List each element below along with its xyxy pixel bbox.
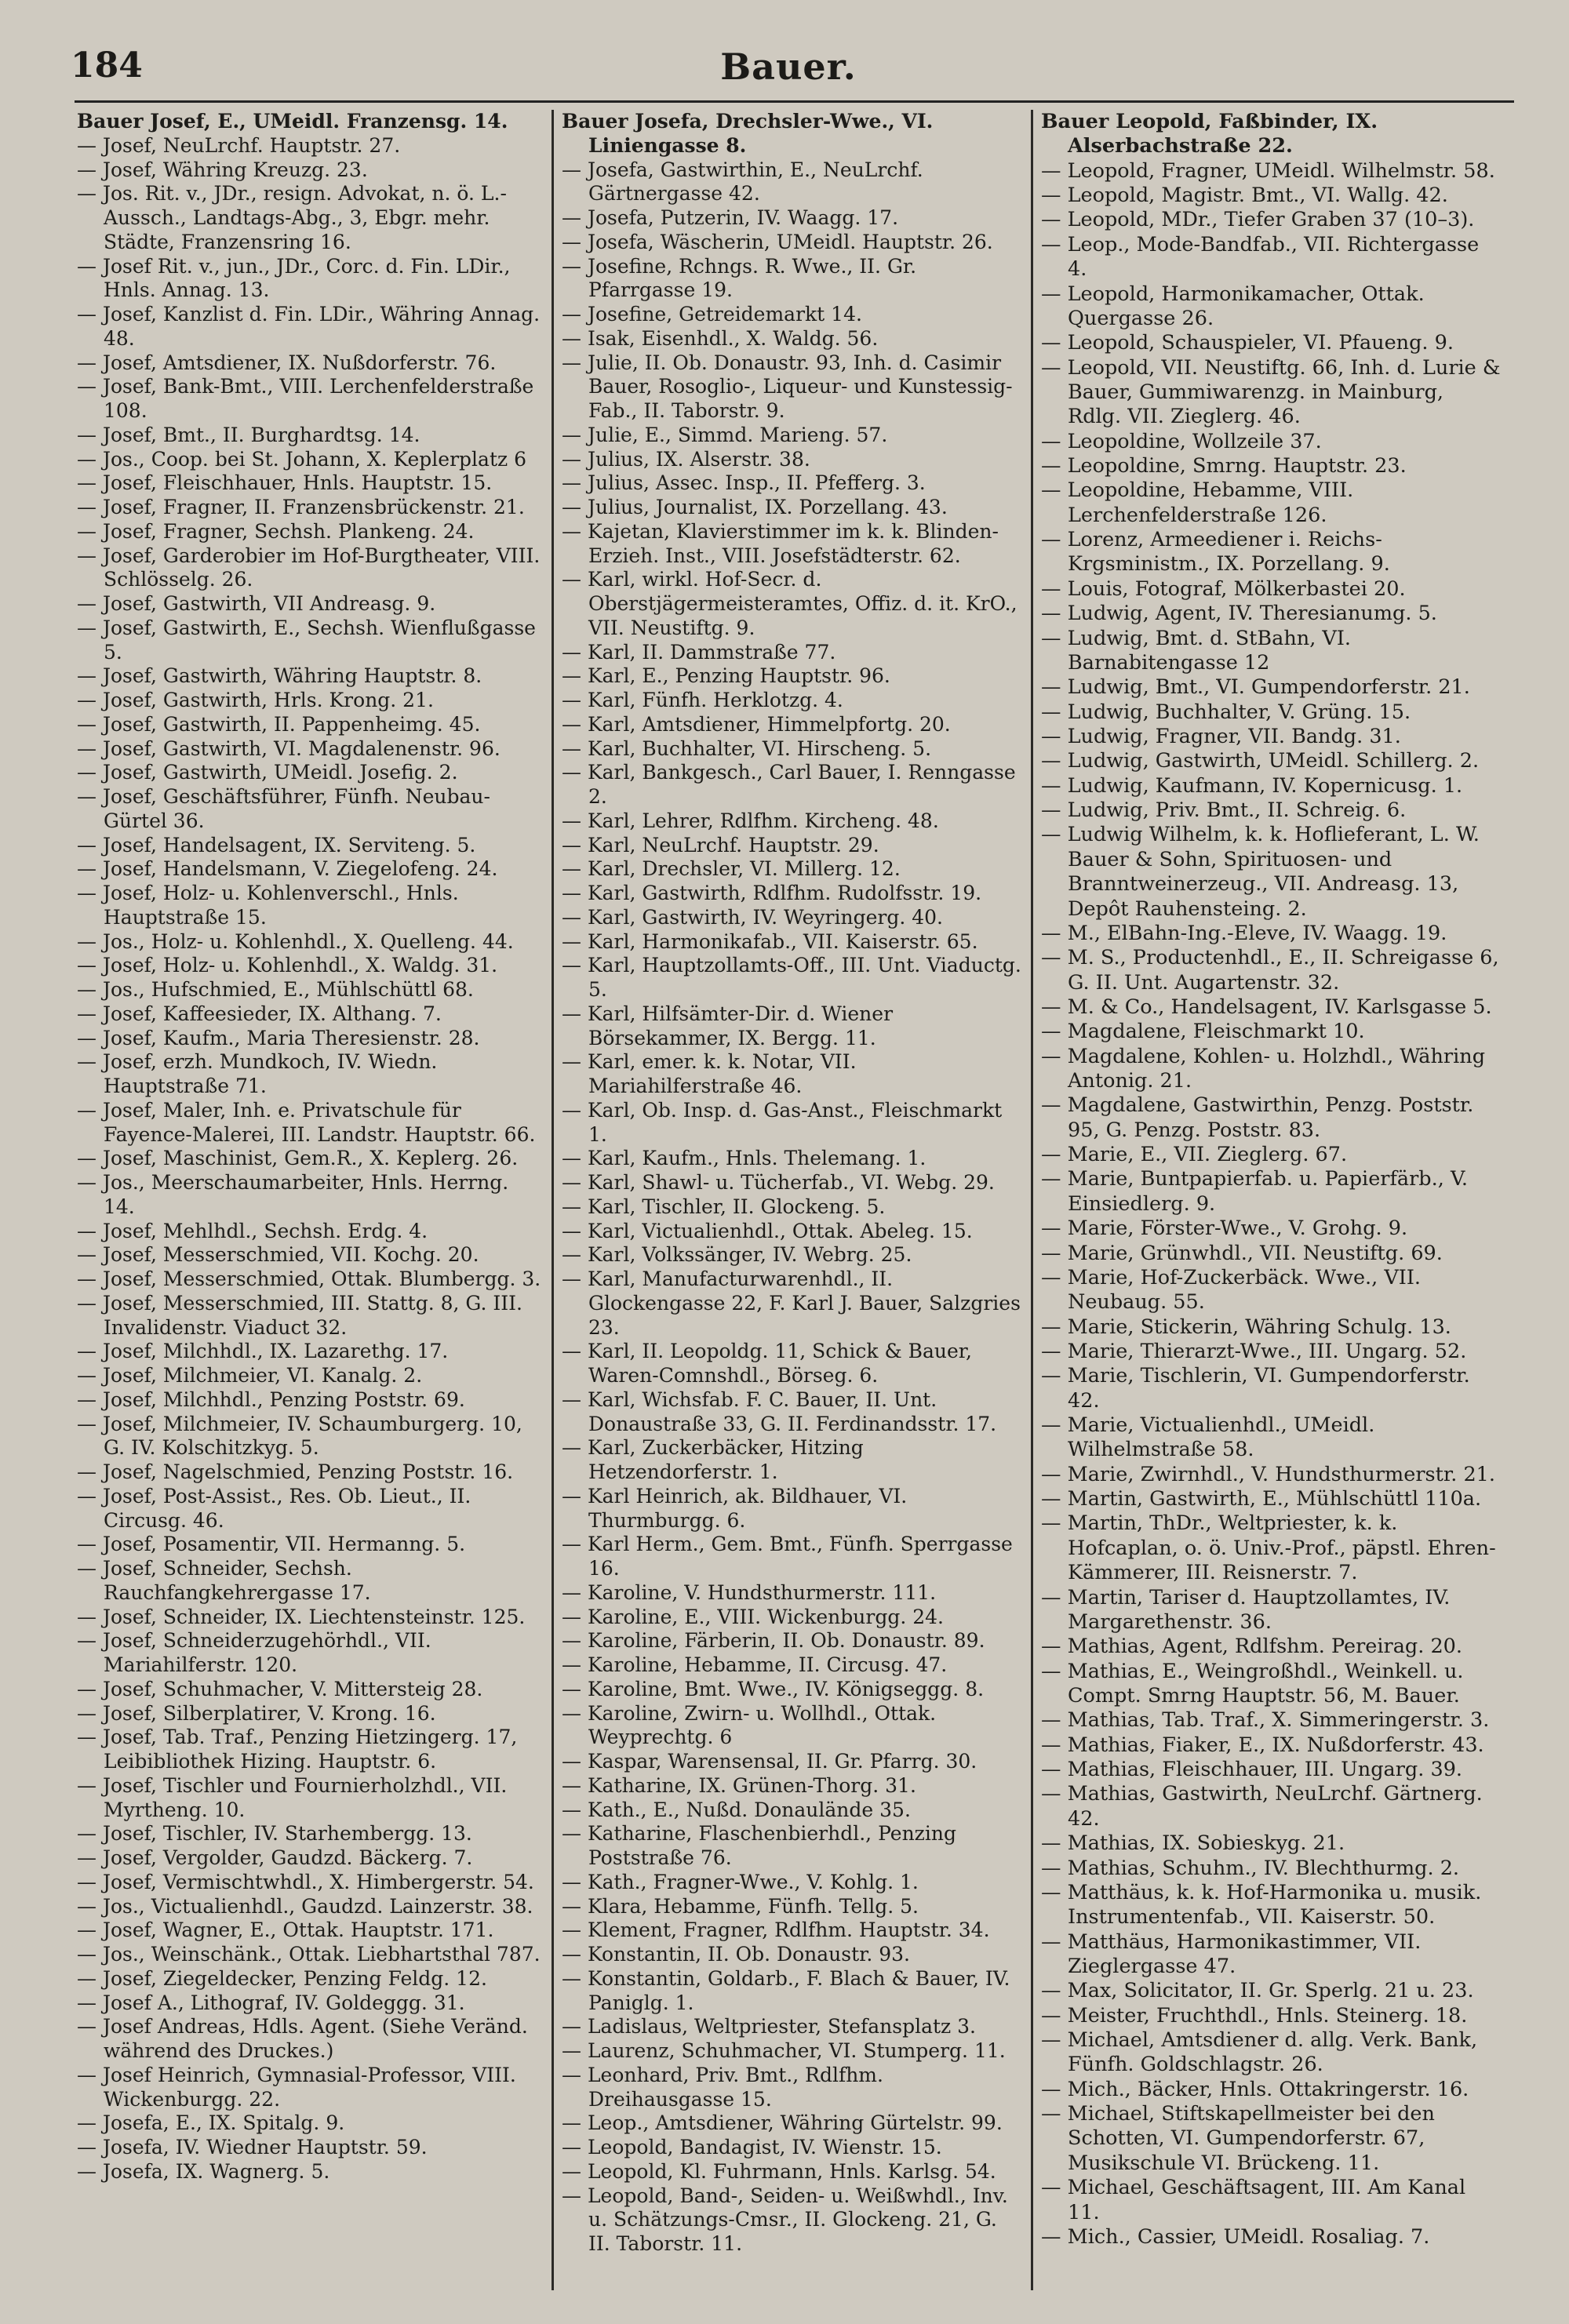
- directory-entry: — Laurenz, Schuhmacher, VI. Stumperg. 11.: [562, 2039, 1006, 2062]
- directory-entry: — Karl, Bankgesch., Carl Bauer, I. Renngasse 2.: [562, 761, 1016, 808]
- directory-entry: — Ludwig, Kaufmann, IV. Kopernicusg. 1.: [1041, 773, 1463, 798]
- directory-entry: — Josef, Bank-Bmt., VIII. Lerchenfelderstraße 108.: [77, 375, 534, 422]
- directory-entry: — Martin, Gastwirth, E., Mühlschüttl 110a.: [1041, 1487, 1482, 1511]
- directory-entry: — Karl, Amtsdiener, Himmelpfortg. 20.: [562, 712, 951, 736]
- directory-entry: — Mathias, Schuhm., IV. Blechthurmg. 2.: [1041, 1856, 1460, 1880]
- directory-entry: — M., ElBahn-Ing.-Eleve, IV. Waagg. 19.: [1041, 921, 1447, 945]
- directory-entry: — Josef, Fragner, II. Franzensbrückenstr. 21.: [77, 496, 525, 518]
- directory-entry: — Josef, Gastwirth, UMeidl. Josefig. 2.: [77, 761, 458, 784]
- header-rule: [75, 100, 1514, 103]
- column-2: [552, 110, 1031, 2290]
- directory-entry: — Josef, Posamentir, VII. Hermanng. 5.: [77, 1533, 466, 1556]
- directory-entry: — Ladislaus, Weltpriester, Stefansplatz 3.: [562, 2015, 976, 2039]
- directory-entry: — Leopold, Bandagist, IV. Wienstr. 15.: [562, 2136, 942, 2159]
- directory-entry: — Jos., Holz- u. Kohlenhdl., X. Quelleng. 44.: [77, 929, 514, 953]
- directory-entry: — Karl, Kaufm., Hnls. Thelemang. 1.: [562, 1147, 926, 1170]
- directory-entry: — Ludwig Wilhelm, k. k. Hoflieferant, L. W. Bauer & Sohn, Spirituosen- und Branntweinerzeug., VII. Andreasg. 13, Depôt Rauhensteing. 2.: [1041, 823, 1480, 921]
- directory-entry: — Mathias, Fleischhauer, III. Ungarg. 39.: [1041, 1758, 1463, 1782]
- directory-entry: — Karoline, Bmt. Wwe., IV. Königseggg. 8.: [562, 1677, 985, 1700]
- directory-entry: — Jos., Victualienhdl., Gaudzd. Lainzerstr. 38.: [77, 1894, 533, 1918]
- directory-entry: — Josef Rit. v., jun., JDr., Corc. d. Fin. LDir., Hnls. Annag. 13.: [77, 254, 511, 302]
- directory-entry: — Karl, II. Leopoldg. 11, Schick & Bauer, Waren-Comnshdl., Börseg. 6.: [562, 1340, 972, 1387]
- directory-entry: — Josef, Fragner, Sechsh. Plankeng. 24.: [77, 519, 475, 543]
- directory-entry: — Josef, Gastwirth, Hrls. Krong. 21.: [77, 689, 434, 711]
- directory-entry: — Karl, Tischler, II. Glockeng. 5.: [562, 1195, 886, 1218]
- directory-entry: — Meister, Fruchthdl., Hnls. Steinerg. 18.: [1041, 2003, 1468, 2028]
- directory-entry: — Mathias, Fiaker, E., IX. Nußdorferstr. 43.: [1041, 1733, 1484, 1757]
- column-3: [1031, 110, 1510, 2290]
- directory-entry: — Marie, Grünwhdl., VII. Neustiftg. 69.: [1041, 1241, 1443, 1265]
- directory-entry: — Josef, Vermischtwhdl., X. Himbergerstr. 54.: [77, 1870, 534, 1893]
- directory-entry: — Josef, Messerschmied, VII. Kochg. 20.: [77, 1243, 479, 1267]
- directory-entry: — Ludwig, Agent, IV. Theresianumg. 5.: [1041, 602, 1437, 626]
- directory-entry: — Karl, Fünfh. Herklotzg. 4.: [562, 689, 843, 711]
- directory-entry: — Josef, Silberplatirer, V. Krong. 16.: [77, 1701, 436, 1725]
- directory-entry: — Josef, Nagelschmied, Penzing Poststr. 16.: [77, 1460, 514, 1483]
- directory-entry: — Michael, Stiftskapellmeister bei den Schotten, VI. Gumpendorferstr. 67, Musikschule VI. Brückeng. 11.: [1041, 2102, 1435, 2175]
- directory-entry: — Leonhard, Priv. Bmt., Rdlfhm. Dreihausgasse 15.: [562, 2063, 883, 2111]
- directory-entry: — Josefa, Gastwirthin, E., NeuLrchf. Gärtnergasse 42.: [562, 158, 923, 205]
- page-header: [71, 45, 1506, 108]
- directory-entry: — Josef, Milchhdl., Penzing Poststr. 69.: [77, 1387, 465, 1411]
- directory-entry: — Leop., Mode-Bandfab., VII. Richtergasse 4.: [1041, 232, 1480, 282]
- directory-entry: — Jos., Weinschänk., Ottak. Liebhartsthal 787.: [77, 1943, 541, 1966]
- directory-entry: — Matthäus, k. k. Hof-Harmonika u. musik. Instrumentenfab., VII. Kaiserstr. 50.: [1041, 1880, 1482, 1929]
- directory-entry: — Josefa, Wäscherin, UMeidl. Hauptstr. 26.: [562, 230, 993, 253]
- directory-entry: — Josef, Handelsmann, V. Ziegelofeng. 24.: [77, 857, 498, 881]
- directory-entry: — Ludwig, Bmt., VI. Gumpendorferstr. 21.: [1041, 675, 1470, 700]
- directory-entry: — Josefine, Rchngs. R. Wwe., II. Gr. Pfarrgasse 19.: [562, 254, 917, 302]
- directory-entry: — Ludwig, Bmt. d. StBahn, VI. Barnabitengasse 12: [1041, 626, 1352, 675]
- directory-entry: — Josefa, E., IX. Spitalg. 9.: [77, 2111, 345, 2135]
- directory-entry: — Karl Herm., Gem. Bmt., Fünfh. Sperrgasse 16.: [562, 1533, 1013, 1580]
- directory-entry: — Marie, Victualienhdl., UMeidl. Wilhelmstraße 58.: [1041, 1413, 1375, 1462]
- directory-entry: — Josef, Wagner, E., Ottak. Hauptstr. 171.: [77, 1918, 494, 1942]
- directory-entry: — Mich., Bäcker, Hnls. Ottakringerstr. 16.: [1041, 2077, 1469, 2101]
- directory-entry: — Karl, II. Dammstraße 77.: [562, 640, 836, 664]
- directory-entry: — Josef, Amtsdiener, IX. Nußdorferstr. 76.: [77, 351, 497, 374]
- directory-entry: — Matthäus, Harmonikastimmer, VII. Zieglergasse 47.: [1041, 1929, 1422, 1978]
- directory-entry: — Karl, Wichsfab. F. C. Bauer, II. Unt. Donaustraße 33, G. II. Ferdinandsstr. 17.: [562, 1387, 997, 1435]
- directory-entry: — Karoline, Hebamme, II. Circusg. 47.: [562, 1653, 948, 1676]
- directory-entry: — Josef, Kaffeesieder, IX. Althang. 7.: [77, 1002, 442, 1025]
- directory-entry: — Karoline, E., VIII. Wickenburgg. 24.: [562, 1605, 944, 1628]
- directory-entry: — Klara, Hebamme, Fünfh. Tellg. 5.: [562, 1894, 919, 1918]
- directory-entry: — Leopoldine, Wollzeile 37.: [1041, 429, 1322, 453]
- directory-entry: — Mathias, E., Weingroßhdl., Weinkell. u. Compt. Smrng Hauptstr. 56, M. Bauer.: [1041, 1659, 1464, 1708]
- directory-entry: — Lorenz, Armeediener i. Reichs-Krgsministm., IX. Porzellang. 9.: [1041, 528, 1390, 576]
- directory-entry: — Karl Heinrich, ak. Bildhauer, VI. Thurmburgg. 6.: [562, 1484, 908, 1532]
- directory-entry: — Ludwig, Buchhalter, V. Grüng. 15.: [1041, 700, 1411, 724]
- directory-entry: — Josef, Bmt., II. Burghardtsg. 14.: [77, 423, 420, 446]
- directory-entry: — Josef, Tab. Traf., Penzing Hietzingerg. 17, Leibibliothek Hizing. Hauptstr. 6.: [77, 1726, 518, 1773]
- directory-entry: — Mich., Cassier, UMeidl. Rosaliag. 7.: [1041, 2224, 1430, 2249]
- directory-entry: Bauer Josef, E., UMeidl. Franzensg. 14.: [77, 110, 508, 133]
- directory-entry: — Josef, Handelsagent, IX. Serviteng. 5.: [77, 833, 476, 856]
- directory-entry: — Karoline, Zwirn- u. Wollhdl., Ottak. Weyprechtg. 6: [562, 1701, 937, 1749]
- directory-entry: — Louis, Fotograf, Mölkerbastei 20.: [1041, 576, 1406, 601]
- directory-entry: — Jos., Coop. bei St. Johann, X. Keplerplatz 6: [77, 447, 527, 471]
- directory-entry: — Konstantin, II. Ob. Donaustr. 93.: [562, 1943, 910, 1966]
- directory-entry: — Josef A., Lithograf, IV. Goldeggg. 31.: [77, 1991, 465, 2014]
- directory-entry: — Karl, Volkssänger, IV. Webrg. 25.: [562, 1243, 912, 1267]
- directory-entry: — Jos., Meerschaumarbeiter, Hnls. Herrng. 14.: [77, 1171, 509, 1218]
- directory-entry: — Julie, E., Simmd. Marieng. 57.: [562, 423, 888, 446]
- directory-entry: — Josef Heinrich, Gymnasial-Professor, VIII. Wickenburgg. 22.: [77, 2063, 516, 2111]
- directory-entry: — Kaspar, Warensensal, II. Gr. Pfarrg. 30.: [562, 1750, 977, 1773]
- directory-entry: — Josef, Schneider, Sechsh. Rauchfangkehrergasse 17.: [77, 1557, 371, 1604]
- directory-entry: — Leopoldine, Hebamme, VIII. Lerchenfelderstraße 126.: [1041, 478, 1354, 527]
- directory-entry: — Marie, Hof-Zuckerbäck. Wwe., VII. Neubaug. 55.: [1041, 1265, 1422, 1315]
- directory-entry: — Marie, Zwirnhdl., V. Hundsthurmerstr. 21.: [1041, 1462, 1495, 1486]
- page-title: Bauer.: [720, 45, 857, 88]
- directory-entry: — Martin, ThDr., Weltpriester, k. k. Hofcaplan, o. ö. Univ.-Prof., päpstl. Ehren-Kämmerer, III. Reisnerstr. 7.: [1041, 1511, 1496, 1585]
- directory-entry: — Karl, Zuckerbäcker, Hitzing Hetzendorferstr. 1.: [562, 1436, 864, 1483]
- directory-entry: — Mathias, IX. Sobieskyg. 21.: [1041, 1831, 1345, 1856]
- page-number: 184: [71, 45, 143, 85]
- directory-entry: — Josefa, IX. Wagnerg. 5.: [77, 2159, 330, 2183]
- directory-entry: — Josef, Messerschmied, Ottak. Blumbergg. 3.: [77, 1267, 541, 1290]
- directory-entry: — Josef, Kanzlist d. Fin. LDir., Währing Annag. 48.: [77, 303, 541, 350]
- directory-entry: — Mathias, Tab. Traf., X. Simmeringerstr. 3.: [1041, 1708, 1490, 1733]
- directory-entry: — Ludwig, Gastwirth, UMeidl. Schillerg. 2.: [1041, 749, 1480, 773]
- directory-entry: — Karl, Hilfsämter-Dir. d. Wiener Börsekammer, IX. Bergg. 11.: [562, 1002, 894, 1049]
- directory-entry: — Karoline, V. Hundsthurmerstr. 111.: [562, 1580, 937, 1604]
- directory-entry: — Karl, Gastwirth, IV. Weyringerg. 40.: [562, 905, 943, 929]
- directory-entry: — M. S., Productenhdl., E., II. Schreigasse 6, G. II. Unt. Augartenstr. 32.: [1041, 946, 1499, 995]
- directory-entry: — Josef, Gastwirth, II. Pappenheimg. 45.: [77, 712, 481, 736]
- directory-entry: — Konstantin, Goldarb., F. Blach & Bauer, IV. Paniglg. 1.: [562, 1966, 1010, 2014]
- directory-entry: — Josefine, Getreidemarkt 14.: [562, 303, 862, 326]
- directory-entry: — Ludwig, Priv. Bmt., II. Schreig. 6.: [1041, 798, 1407, 823]
- directory-entry: — Klement, Fragner, Rdlfhm. Hauptstr. 34.: [562, 1918, 990, 1942]
- directory-entry: — Mathias, Agent, Rdlfshm. Pereirag. 20.: [1041, 1635, 1462, 1659]
- directory-entry: — Josef, Ziegeldecker, Penzing Feldg. 12.: [77, 1966, 487, 1990]
- directory-entry: — Julius, IX. Alserstr. 38.: [562, 447, 810, 471]
- directory-entry: — Josef, Milchhdl., IX. Lazarethg. 17.: [77, 1340, 449, 1363]
- directory-entry: — Josef, Geschäftsführer, Fünfh. Neubau-Gürtel 36.: [77, 785, 490, 832]
- directory-entry: — M. & Co., Handelsagent, IV. Karlsgasse 5.: [1041, 995, 1492, 1019]
- directory-entry: Bauer Josefa, Drechsler-Wwe., VI. Liniengasse 8.: [562, 110, 934, 157]
- directory-entry: — Karl, Manufacturwarenhdl., II. Glockengasse 22, F. Karl J. Bauer, Salzgries 23.: [562, 1267, 1021, 1339]
- directory-entry: — Karl, wirkl. Hof-Secr. d. Oberstjägermeisteramtes, Offiz. d. it. KrO., VII. Neustiftg. 9.: [562, 568, 1017, 639]
- directory-entry: — Josef, Schneider, IX. Liechtensteinstr. 125.: [77, 1605, 526, 1628]
- directory-entry: — Jos., Hufschmied, E., Mühlschüttl 68.: [77, 978, 474, 1001]
- directory-entry: — Kath., E., Nußd. Donaulände 35.: [562, 1798, 911, 1821]
- directory-entry: — Josef, Holz- u. Kohlenverschl., Hnls. Hauptstraße 15.: [77, 882, 459, 929]
- directory-entry: — Josef, Gastwirth, VII Andreasg. 9.: [77, 592, 436, 615]
- directory-entry: — Leopold, Fragner, UMeidl. Wilhelmstr. 58.: [1041, 158, 1495, 183]
- directory-entry: — Jos. Rit. v., JDr., resign. Advokat, n. ö. L.-Aussch., Landtags-Abg., 3, Ebgr. mehr. Städte, Franzensring 16.: [77, 182, 507, 253]
- directory-entry: — Josef, Garderobier im Hof-Burgtheater, VIII. Schlösselg. 26.: [77, 544, 541, 591]
- directory-entry: — Karl, Lehrer, Rdlfhm. Kircheng. 48.: [562, 809, 939, 832]
- directory-entry: — Leopold, Kl. Fuhrmann, Hnls. Karlsg. 54.: [562, 2159, 996, 2183]
- directory-entry: — Kajetan, Klavierstimmer im k. k. Blinden-Erzieh. Inst., VIII. Josefstädterstr. 62.: [562, 519, 999, 567]
- directory-entry: — Mathias, Gastwirth, NeuLrchf. Gärtnerg. 42.: [1041, 1782, 1483, 1831]
- directory-entry: — Michael, Geschäftsagent, III. Am Kanal 11.: [1041, 2176, 1466, 2224]
- directory-entry: — Josef, Milchmeier, VI. Kanalg. 2.: [77, 1364, 423, 1387]
- directory-entry: — Karl, E., Penzing Hauptstr. 96.: [562, 664, 890, 688]
- directory-entry: — Karl, Shawl- u. Tücherfab., VI. Webg. 29.: [562, 1171, 995, 1194]
- directory-entry: — Leopold, MDr., Tiefer Graben 37 (10–3).: [1041, 208, 1475, 232]
- directory-entry: — Karl, Gastwirth, Rdlfhm. Rudolfsstr. 19.: [562, 882, 982, 904]
- directory-entry: — Marie, Stickerin, Währing Schulg. 13.: [1041, 1315, 1451, 1339]
- directory-entry: — Leopold, VII. Neustiftg. 66, Inh. d. Lurie & Bauer, Gummiwarenzg. in Mainburg, Rdlg. VII. Zieglerg. 46.: [1041, 355, 1501, 429]
- directory-entry: — Magdalene, Fleischmarkt 10.: [1041, 1020, 1365, 1044]
- directory-entry: — Josef, Milchmeier, IV. Schaumburgerg. 10, G. IV. Kolschitzkyg. 5.: [77, 1412, 522, 1460]
- directory-entry: — Marie, Buntpapierfab. u. Papierfärb., V. Einsiedlerg. 9.: [1041, 1167, 1469, 1216]
- directory-entry: — Julius, Assec. Insp., II. Pfefferg. 3.: [562, 471, 926, 495]
- directory-entry: — Karl, Harmonikafab., VII. Kaiserstr. 65.: [562, 929, 978, 953]
- directory-entry: — Marie, Tischlerin, VI. Gumpendorferstr. 42.: [1041, 1364, 1470, 1413]
- directory-entry: — Josef, Messerschmied, III. Stattg. 8, G. III. Invalidenstr. Viaduct 32.: [77, 1291, 522, 1339]
- column-1: [72, 110, 552, 2290]
- directory-entry: — Leopold, Magistr. Bmt., VI. Wallg. 42.: [1041, 184, 1448, 208]
- directory-entry: — Josef, Gastwirth, Währing Hauptstr. 8.: [77, 664, 482, 688]
- directory-entry: — Josefa, IV. Wiedner Hauptstr. 59.: [77, 2136, 428, 2159]
- directory-entry: — Josef, erzh. Mundkoch, IV. Wiedn. Hauptstraße 71.: [77, 1050, 438, 1097]
- directory-entry: — Josef Andreas, Hdls. Agent. (Siehe Veränd. während des Druckes.): [77, 2015, 528, 2062]
- directory-entry: — Kath., Fragner-Wwe., V. Kohlg. 1.: [562, 1870, 919, 1893]
- directory-entry: — Josef, Schneiderzugehörhdl., VII. Mariahilferstr. 120.: [77, 1629, 431, 1676]
- directory-entry: — Marie, Förster-Wwe., V. Grohg. 9.: [1041, 1217, 1408, 1241]
- directory-entry: — Josef, NeuLrchf. Hauptstr. 27.: [77, 133, 401, 157]
- directory-entry: — Josef, Kaufm., Maria Theresienstr. 28.: [77, 1026, 480, 1049]
- directory-entry: Bauer Leopold, Faßbinder, IX. Alserbachstraße 22.: [1041, 110, 1378, 158]
- directory-entry: — Julie, II. Ob. Donaustr. 93, Inh. d. Casimir Bauer, Rosoglio-, Liqueur- und Kunstessig-Fab., II. Taborstr. 9.: [562, 351, 1013, 422]
- directory-entry: — Josef, Mehlhdl., Sechsh. Erdg. 4.: [77, 1219, 428, 1242]
- directory-entry: — Ludwig, Fragner, VII. Bandg. 31.: [1041, 724, 1401, 748]
- directory-entry: — Leopold, Harmonikamacher, Ottak. Quergasse 26.: [1041, 282, 1425, 330]
- directory-entry: — Martin, Tariser d. Hauptzollamtes, IV. Margarethenstr. 36.: [1041, 1585, 1451, 1634]
- directory-entry: — Magdalene, Kohlen- u. Holzhdl., Währing Antonig. 21.: [1041, 1044, 1486, 1093]
- directory-entry: — Katharine, Flaschenbierhdl., Penzing Poststraße 76.: [562, 1822, 956, 1869]
- directory-entry: — Karl, NeuLrchf. Hauptstr. 29.: [562, 833, 879, 856]
- directory-entry: — Isak, Eisenhdl., X. Waldg. 56.: [562, 326, 879, 350]
- directory-entry: — Leopoldine, Smrng. Hauptstr. 23.: [1041, 454, 1407, 478]
- columns: [72, 110, 1512, 2290]
- directory-entry: — Michael, Amtsdiener d. allg. Verk. Bank, Fünfh. Goldschlagstr. 26.: [1041, 2028, 1478, 2077]
- directory-entry: — Josef, Währing Kreuzg. 23.: [77, 158, 368, 181]
- directory-entry: — Karoline, Färberin, II. Ob. Donaustr. 89.: [562, 1629, 985, 1653]
- directory-entry: — Marie, Thierarzt-Wwe., III. Ungarg. 52.: [1041, 1339, 1467, 1363]
- directory-entry: — Josef, Fleischhauer, Hnls. Hauptstr. 15.: [77, 471, 493, 495]
- directory-entry: — Leopold, Band-, Seiden- u. Weißwhdl., Inv. u. Schätzungs-Cmsr., II. Glockeng. 21, G. II. Taborstr. 11.: [562, 2184, 1008, 2255]
- directory-entry: — Leopold, Schauspieler, VI. Pfaueng. 9.: [1041, 331, 1454, 355]
- directory-entry: — Josef, Tischler, IV. Starhembergg. 13.: [77, 1822, 472, 1846]
- directory-entry: — Julius, Journalist, IX. Porzellang. 43.: [562, 496, 948, 518]
- directory-entry: — Karl, Ob. Insp. d. Gas-Anst., Fleischmarkt 1.: [562, 1098, 1003, 1146]
- directory-entry: — Josef, Post-Assist., Res. Ob. Lieut., II. Circusg. 46.: [77, 1484, 471, 1532]
- directory-entry: — Josef, Maschinist, Gem.R., X. Keplerg. 26.: [77, 1147, 519, 1170]
- directory-entry: — Max, Solicitator, II. Gr. Sperlg. 21 u. 23.: [1041, 1979, 1474, 2003]
- directory-entry: — Josef, Schuhmacher, V. Mittersteig 28.: [77, 1677, 483, 1700]
- directory-entry: — Josef, Gastwirth, E., Sechsh. Wienflußgasse 5.: [77, 616, 536, 664]
- directory-entry: — Josef, Tischler und Fournierholzhdl., VII. Myrtheng. 10.: [77, 1773, 508, 1821]
- directory-entry: — Josef, Gastwirth, VI. Magdalenenstr. 96.: [77, 736, 501, 760]
- directory-entry: — Leop., Amtsdiener, Währing Gürtelstr. 99.: [562, 2111, 1003, 2135]
- directory-entry: — Marie, E., VII. Zieglerg. 67.: [1041, 1143, 1348, 1167]
- directory-entry: — Karl, Hauptzollamts-Off., III. Unt. Viaductg. 5.: [562, 954, 1021, 1001]
- directory-entry: — Magdalene, Gastwirthin, Penzg. Poststr. 95, G. Penzg. Poststr. 83.: [1041, 1093, 1474, 1142]
- directory-entry: — Josef, Vergolder, Gaudzd. Bäckerg. 7.: [77, 1846, 473, 1869]
- directory-entry: — Katharine, IX. Grünen-Thorg. 31.: [562, 1773, 916, 1797]
- directory-entry: — Josefa, Putzerin, IV. Waagg. 17.: [562, 206, 899, 229]
- directory-entry: — Karl, Victualienhdl., Ottak. Abeleg. 15.: [562, 1219, 973, 1242]
- directory-entry: — Karl, Buchhalter, VI. Hirscheng. 5.: [562, 736, 932, 760]
- directory-entry: — Karl, emer. k. k. Notar, VII. Mariahilferstraße 46.: [562, 1050, 857, 1097]
- directory-entry: — Josef, Holz- u. Kohlenhdl., X. Waldg. 31.: [77, 954, 498, 977]
- directory-entry: — Karl, Drechsler, VI. Millerg. 12.: [562, 857, 901, 881]
- directory-entry: — Josef, Maler, Inh. e. Privatschule für Fayence-Malerei, III. Landstr. Hauptstr. 66.: [77, 1098, 536, 1146]
